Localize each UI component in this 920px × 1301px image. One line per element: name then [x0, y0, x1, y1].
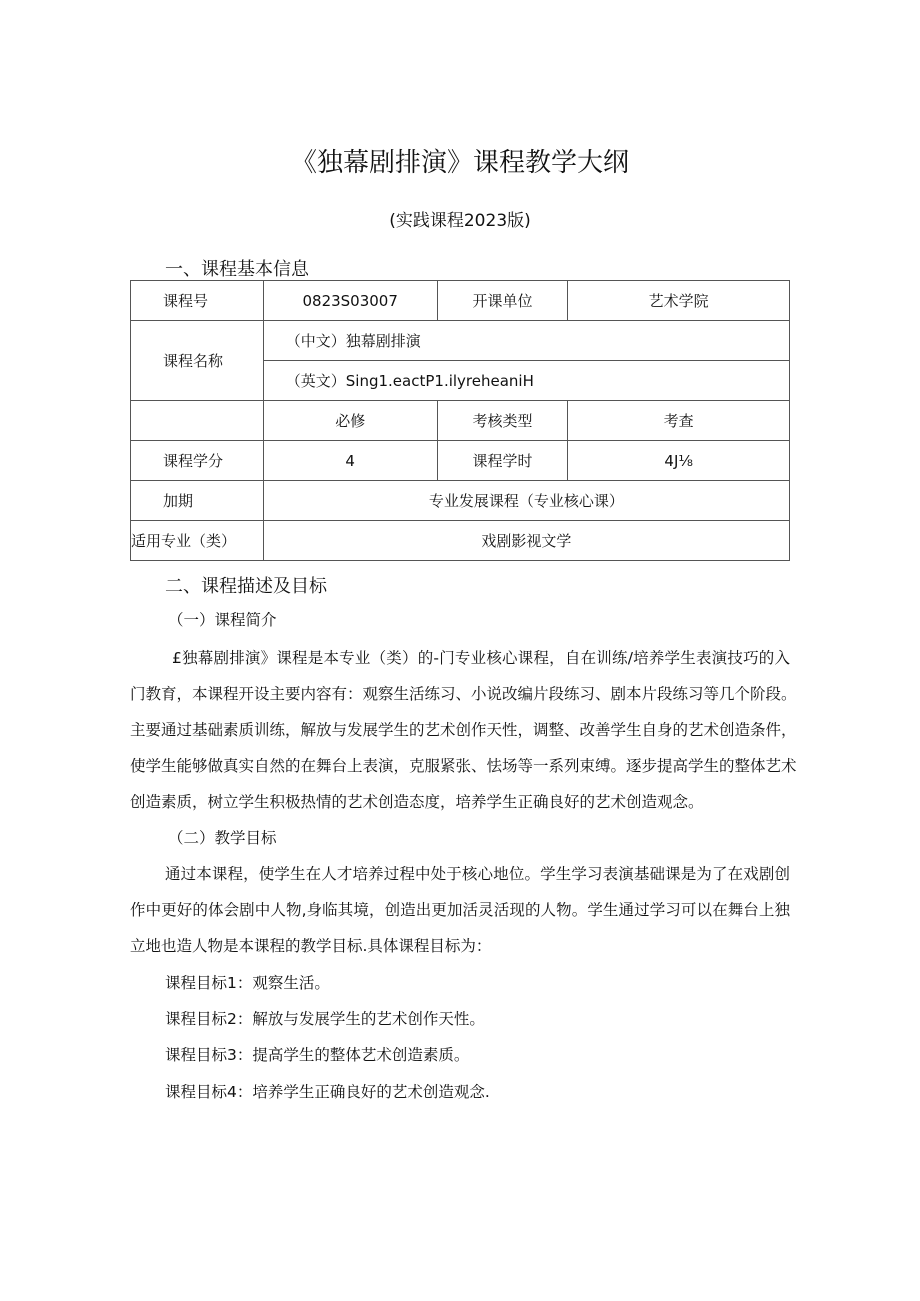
document-subtitle: (实践课程2023版) — [389, 211, 531, 231]
table-cell: 专业发展课程（专业核心课） — [263, 481, 789, 521]
table-cell: 4 — [263, 441, 437, 481]
table-cell: （中文）独幕剧排演 — [263, 321, 789, 361]
paragraph-line: 主要通过基础素质训练，解放与发展学生的艺术创作天性，调整、改善学生自身的艺术创造条件， — [130, 721, 797, 739]
table-cell: 课程名称 — [131, 321, 264, 401]
table-cell: 课程号 — [131, 281, 264, 321]
table-cell: （英文）Sing1.eactP1.ilyreheaniH — [263, 361, 789, 401]
table-cell: 0823S03007 — [263, 281, 437, 321]
table-row — [131, 321, 790, 361]
table-row — [131, 441, 790, 481]
table-cell — [131, 401, 264, 441]
paragraph-line: 使学生能够做真实自然的在舞台上表演，克服紧张、怯场等一系列束缚。逐步提高学生的整体艺术 — [130, 757, 797, 775]
goal-item: 课程目标3：提高学生的整体艺术创造素质。 — [165, 1046, 470, 1064]
table-cell: 开课单位 — [437, 281, 568, 321]
goal-item: 课程目标4：培养学生正确良好的艺术创造观念. — [165, 1083, 490, 1101]
goal-item: 课程目标1：观察生活。 — [165, 974, 330, 992]
table-cell: 课程学分 — [131, 441, 264, 481]
subsection-heading-intro: （一）课程简介 — [168, 611, 277, 629]
paragraph-line: £独幕剧排演》课程是本专业（类）的-门专业核心课程，自在训练/培养学生表演技巧的入 — [172, 649, 790, 667]
paragraph-line: 创造素质，树立学生积极热情的艺术创造态度，培养学生正确良好的艺术创造观念。 — [130, 793, 704, 811]
table-cell: 戏剧影视文学 — [263, 521, 789, 561]
paragraph-line: 作中更好的体会剧中人物,身临其境，创造出更加活灵活现的人物。学生通过学习可以在舞台上独 — [130, 901, 790, 919]
table-cell: 艺术学院 — [568, 281, 790, 321]
table-cell: 必修 — [263, 401, 437, 441]
course-info-table — [130, 280, 790, 561]
section-heading-basic-info: 一、课程基本信息 — [165, 259, 309, 280]
table-row — [131, 521, 790, 561]
table-row — [131, 481, 790, 521]
table-cell: 4J⅛ — [568, 441, 790, 481]
paragraph-line: 立地也造人物是本课程的教学目标.具体课程目标为： — [130, 937, 492, 955]
table-cell: 考核类型 — [437, 401, 568, 441]
paragraph-line: 通过本课程，使学生在人才培养过程中处于核心地位。学生学习表演基础课是为了在戏剧创 — [165, 865, 790, 883]
table-cell: 适用专业（类） — [131, 521, 264, 561]
table-cell: 加期 — [131, 481, 264, 521]
table-row — [131, 281, 790, 321]
table-cell: 课程学时 — [437, 441, 568, 481]
paragraph-line: 门教育，本课程开设主要内容有：观察生活练习、小说改编片段练习、剧本片段练习等几个阶段。 — [130, 685, 797, 703]
goal-item: 课程目标2：解放与发展学生的艺术创作天性。 — [165, 1010, 485, 1028]
table-cell: 考查 — [568, 401, 790, 441]
table-row — [131, 401, 790, 441]
section-heading-description: 二、课程描述及目标 — [165, 576, 327, 597]
subsection-heading-goals: （二）教学目标 — [168, 829, 277, 847]
document-title: 《独幕剧排演》课程教学大纲 — [290, 148, 629, 178]
